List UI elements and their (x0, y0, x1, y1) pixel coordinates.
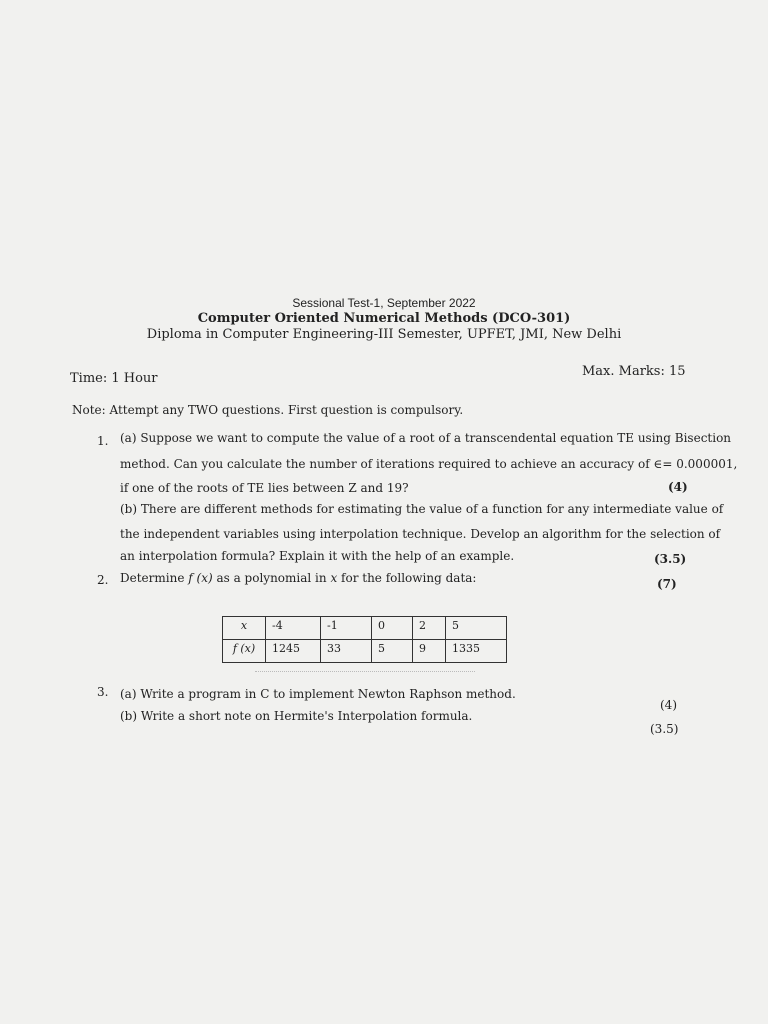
table-cell: 1335 (446, 640, 507, 663)
question-2-xvar: x (330, 571, 338, 585)
table-header-x: x (223, 617, 266, 640)
table-cell: 5 (446, 617, 507, 640)
question-2-text-post: for the following data: (337, 571, 477, 585)
table-cell: 5 (372, 640, 413, 663)
table-cell: 9 (413, 640, 446, 663)
max-marks-label: Max. Marks: 15 (582, 364, 686, 379)
table-cell: 0 (372, 617, 413, 640)
instructions-note: Note: Attempt any TWO questions. First question is compulsory. (72, 403, 464, 417)
time-label: Time: 1 Hour (70, 371, 158, 386)
question-1a-line-1: (a) Suppose we want to compute the value of a root of a transcendental equation TE using Bisection (120, 431, 732, 445)
question-1b-line-1: (b) There are different methods for estimating the value of a function for any intermediate value of (120, 502, 724, 516)
question-1a-line-3: if one of the roots of TE lies between Z and 19? (120, 481, 409, 495)
question-1a-line-2: method. Can you calculate the number of iterations required to achieve an accuracy of ∈= 0.000001, (120, 457, 738, 471)
question-2-text (120, 571, 476, 585)
question-1a-marks: (4) (668, 480, 688, 494)
course-title: Computer Oriented Numerical Methods (DCO-301) (197, 311, 571, 326)
question-3b-text: (b) Write a short note on Hermite's Interpolation formula. (120, 709, 473, 723)
question-3a-marks: (4) (660, 698, 677, 712)
table-cell: -1 (321, 617, 372, 640)
question-2-fx: f (x) (188, 571, 213, 585)
question-3a-text: (a) Write a program in C to implement Newton Raphson method. (120, 687, 516, 701)
table-row-fx (223, 640, 507, 663)
program-line: Diploma in Computer Engineering-III Semester, UPFET, JMI, New Delhi (146, 327, 622, 342)
data-table (222, 616, 507, 663)
table-cell: 2 (413, 617, 446, 640)
table-header-fx: f (x) (223, 640, 266, 663)
table-cell: -4 (266, 617, 321, 640)
question-2-number: 2. (97, 573, 109, 587)
table-row-x (223, 617, 507, 640)
question-2-text-pre: Determine (120, 571, 189, 585)
question-1-number: 1. (97, 434, 109, 448)
table-cell: 1245 (266, 640, 321, 663)
question-1b-line-2: the independent variables using interpolation technique. Develop an algorithm for the selection of (120, 527, 721, 541)
question-2-text-mid: as a polynomial in (212, 571, 331, 585)
question-1b-marks: (3.5) (654, 552, 687, 566)
question-3b-marks: (3.5) (650, 722, 679, 736)
test-title: Sessional Test-1, September 2022 (292, 296, 476, 310)
question-2-marks: (7) (657, 577, 677, 591)
question-1b-line-3: an interpolation formula? Explain it with the help of an example. (120, 549, 515, 563)
question-3-number: 3. (97, 685, 109, 699)
faint-divider (255, 671, 475, 672)
table-cell: 33 (321, 640, 372, 663)
